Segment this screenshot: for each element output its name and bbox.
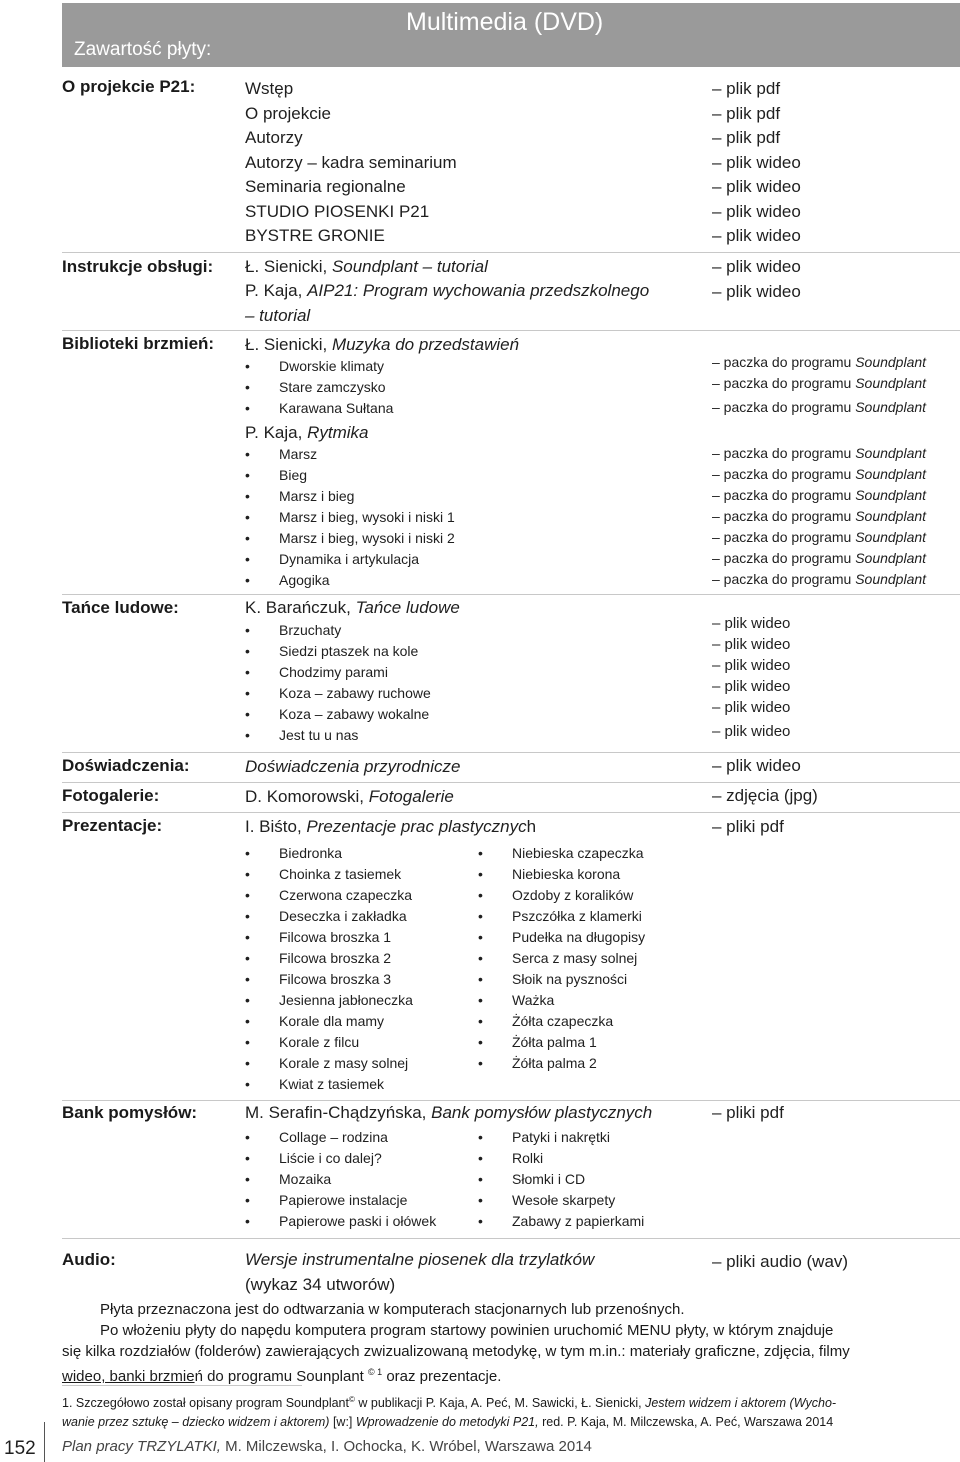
title: Soundplant – tutorial xyxy=(331,257,488,276)
paragraph-1: Płyta przeznaczona jest do odtwarzania w komputerach stacjonarnych lub przenośnych. xyxy=(100,1301,685,1318)
audio-note: (wykaz 34 utworów) xyxy=(245,1275,396,1294)
content-header xyxy=(62,3,960,67)
type-name: Soundplant xyxy=(855,445,927,461)
footer-divider xyxy=(44,1422,45,1462)
doswiadczenia-title: Doświadczenia przyrodnicze xyxy=(245,757,461,776)
section-label-prezentacje: Prezentacje: xyxy=(62,816,163,835)
list-item: • Pudełka na długopisy xyxy=(478,927,645,948)
list-item: • Ozdoby z koralików xyxy=(478,885,645,906)
file-type xyxy=(712,485,926,506)
biblioteki-group-2-list xyxy=(245,444,455,591)
list-item: • Mozaika xyxy=(245,1169,436,1190)
section-label-doswiadczenia: Doświadczenia: xyxy=(62,756,190,775)
paragraph-2-line-3 xyxy=(62,1362,501,1387)
paragraph-2-line-2: się kilka rozdziałów (folderów) zawierających zwizualizowaną metodykę, w tym m.in.: materiały graficzne, zdjęcia, filmy xyxy=(62,1343,850,1360)
underlined-text: wideo, banki brzmie xyxy=(62,1368,195,1385)
list-item: • Słomki i CD xyxy=(478,1169,644,1190)
list-item: • Korale z filcu xyxy=(245,1032,413,1053)
file-type xyxy=(712,506,926,527)
title: Bank pomysłów plastycznych xyxy=(431,1103,653,1122)
italic-text: wanie przez sztukę – dziecko widzem i aktorem) xyxy=(62,1415,330,1430)
title: Tańce ludowe xyxy=(355,598,460,617)
file-type: – plik wideo xyxy=(712,615,791,632)
type-prefix: – paczka do programu xyxy=(712,375,856,391)
file-type: – pliki pdf xyxy=(712,817,784,836)
footnote-rule xyxy=(62,1385,302,1386)
o-projekcie-item: Wstęp xyxy=(245,79,294,98)
file-type: – plik wideo xyxy=(712,152,801,172)
list-item: • Agogika xyxy=(245,570,455,591)
divider xyxy=(62,594,960,595)
author: D. Komorowski, xyxy=(245,787,369,806)
list-item: • Stare zamczysko xyxy=(245,377,393,398)
file-type: – pliki audio (wav) xyxy=(712,1252,849,1271)
list-item: • Biedronka xyxy=(245,843,413,864)
file-type: – plik pdf xyxy=(712,103,781,123)
section-label-tance: Tańce ludowe: xyxy=(62,598,179,617)
list-item: • Dynamika i artykulacja xyxy=(245,549,455,570)
list-item: • Marsz i bieg xyxy=(245,486,455,507)
file-type: – plik wideo xyxy=(712,657,791,674)
list-item: • Ważka xyxy=(478,990,645,1011)
footnote xyxy=(62,1390,960,1432)
section-label-fotogalerie: Fotogalerie: xyxy=(62,786,160,805)
type-name: Soundplant xyxy=(855,354,927,370)
bank-list-col-1 xyxy=(245,1127,436,1232)
author: Ł. Sienicki, xyxy=(245,335,332,354)
list-item: • Żółta czapeczka xyxy=(478,1011,645,1032)
section-label-biblioteki: Biblioteki brzmień: xyxy=(62,334,215,353)
file-type xyxy=(712,397,926,418)
list-item: • Liście i co dalej? xyxy=(245,1148,436,1169)
type-name: Soundplant xyxy=(855,550,927,566)
o-projekcie-item: Seminaria regionalne xyxy=(245,177,406,196)
list-item: • Marsz i bieg, wysoki i niski 2 xyxy=(245,528,455,549)
title: Prezentacje prac plastycznyc xyxy=(306,817,527,836)
instrukcje-item-1 xyxy=(245,255,488,279)
list-item: • Czerwona czapeczka xyxy=(245,885,413,906)
list-item: • Papierowe instalacje xyxy=(245,1190,436,1211)
file-type: – plik wideo xyxy=(712,257,801,276)
list-item: • Koza – zabawy ruchowe xyxy=(245,683,431,704)
section-label-bank: Bank pomysłów: xyxy=(62,1103,198,1122)
list-item: • Jest tu u nas xyxy=(245,725,431,746)
running-footer xyxy=(62,1438,592,1455)
file-type xyxy=(712,548,926,569)
list-item: • Zabawy z papierkami xyxy=(478,1211,644,1232)
list-item: • Niebieska czapeczka xyxy=(478,843,645,864)
header-subtitle: Zawartość płyty: xyxy=(74,39,212,60)
file-type xyxy=(712,373,926,394)
fotogalerie-heading xyxy=(245,785,454,809)
tance-list xyxy=(245,620,431,746)
author: M. Serafin-Chądzyńska, xyxy=(245,1103,432,1122)
instrukcje-item-2-cont: – tutorial xyxy=(245,306,311,325)
list-item: • Siedzi ptaszek na kole xyxy=(245,641,431,662)
file-type: – plik wideo xyxy=(712,678,791,695)
prezentacje-list-col-1 xyxy=(245,843,413,1095)
type-prefix: – paczka do programu xyxy=(712,466,856,482)
file-type: – plik wideo xyxy=(712,201,801,221)
type-prefix: – paczka do programu xyxy=(712,354,856,370)
author: Ł. Sienicki, xyxy=(245,257,332,276)
type-prefix: – paczka do programu xyxy=(712,508,856,524)
type-name: Soundplant xyxy=(855,571,927,587)
section-label-o-projekcie: O projekcie P21: xyxy=(62,77,196,96)
prezentacje-heading xyxy=(245,815,536,839)
section-label-instrukcje: Instrukcje obsługi: xyxy=(62,257,214,276)
title: Muzyka do przedstawień xyxy=(331,335,520,354)
type-name: Soundplant xyxy=(855,529,927,545)
list-item: • Korale z masy solnej xyxy=(245,1053,413,1074)
list-item: • Żółta palma 2 xyxy=(478,1053,645,1074)
instrukcje-item-2 xyxy=(245,279,649,303)
superscript: © 1 xyxy=(368,1367,383,1377)
prezentacje-list-col-2 xyxy=(478,843,645,1074)
file-type xyxy=(712,352,926,373)
list-item: • Słoik na pyszności xyxy=(478,969,645,990)
title: Fotogalerie xyxy=(368,787,454,806)
type-prefix: – paczka do programu xyxy=(712,529,856,545)
audio-title: Wersje instrumentalne piosenek dla trzylatków xyxy=(245,1250,595,1269)
o-projekcie-item: Autorzy xyxy=(245,128,303,147)
file-type: – zdjęcia (jpg) xyxy=(712,786,818,805)
list-item: • Karawana Sułtana xyxy=(245,398,393,419)
title: AIP21: Program wychowania przedszkolnego xyxy=(307,281,650,300)
file-type: – plik wideo xyxy=(712,282,801,301)
o-projekcie-item: BYSTRE GRONIE xyxy=(245,226,385,245)
file-type xyxy=(712,464,926,485)
list-item: • Koza – zabawy wokalne xyxy=(245,704,431,725)
list-item: • Filcowa broszka 3 xyxy=(245,969,413,990)
o-projekcie-item: Autorzy – kadra seminarium xyxy=(245,152,457,172)
list-item: • Jesienna jabłoneczka xyxy=(245,990,413,1011)
divider xyxy=(62,252,960,253)
author: P. Kaja, xyxy=(245,281,308,300)
header-title: Multimedia (DVD) xyxy=(406,8,604,36)
title: Rytmika xyxy=(307,423,369,442)
bank-list-col-2 xyxy=(478,1127,644,1232)
o-projekcie-item: STUDIO PIOSENKI P21 xyxy=(245,201,430,221)
biblioteki-group-1 xyxy=(245,333,519,357)
type-name: Soundplant xyxy=(855,487,927,503)
type-name: Soundplant xyxy=(855,466,927,482)
list-item: • Korale dla mamy xyxy=(245,1011,413,1032)
text: M. Milczewska, I. Ochocka, K. Wróbel, Warszawa 2014 xyxy=(220,1438,592,1455)
file-type: – plik pdf xyxy=(712,79,781,98)
list-item: • Kwiat z tasiemek xyxy=(245,1074,413,1095)
divider xyxy=(62,1238,960,1239)
type-name: Soundplant xyxy=(855,375,927,391)
file-type: – plik wideo xyxy=(712,756,801,775)
section-label-audio: Audio: xyxy=(62,1250,116,1269)
text: red. P. Kaja, M. Milczewska, A. Peć, Warszawa 2014 xyxy=(538,1415,834,1430)
list-item: • Filcowa broszka 2 xyxy=(245,948,413,969)
biblioteki-group-1-list xyxy=(245,356,393,419)
file-type: – plik wideo xyxy=(712,636,791,653)
tance-heading xyxy=(245,596,460,620)
superscript: © xyxy=(348,1395,355,1404)
type-prefix: – paczka do programu xyxy=(712,445,856,461)
italic-text: Jestem widzem i aktorem (Wycho- xyxy=(645,1396,837,1411)
text: [w:] xyxy=(329,1415,356,1430)
list-item: • Marsz xyxy=(245,444,455,465)
type-prefix: – paczka do programu xyxy=(712,550,856,566)
list-item: • Papierowe paski i ołówek xyxy=(245,1211,436,1232)
list-item: • Żółta palma 1 xyxy=(478,1032,645,1053)
file-type: – plik pdf xyxy=(712,128,781,147)
text: oraz prezentacje. xyxy=(382,1368,502,1385)
file-type: – plik wideo xyxy=(712,699,791,716)
file-type: – pliki pdf xyxy=(712,1103,784,1122)
list-item: • Brzuchaty xyxy=(245,620,431,641)
type-prefix: – paczka do programu xyxy=(712,399,856,415)
list-item: • Dworskie klimaty xyxy=(245,356,393,377)
list-item: • Deseczka i zakładka xyxy=(245,906,413,927)
list-item: • Serca z masy solnej xyxy=(478,948,645,969)
file-type xyxy=(712,443,926,464)
list-item: • Filcowa broszka 1 xyxy=(245,927,413,948)
author: I. Biśto, xyxy=(245,817,307,836)
bank-heading xyxy=(245,1101,652,1125)
divider xyxy=(62,752,960,753)
title-end: h xyxy=(526,817,537,836)
list-item: • Collage – rodzina xyxy=(245,1127,436,1148)
divider xyxy=(62,812,960,813)
type-prefix: – paczka do programu xyxy=(712,487,856,503)
type-prefix: – paczka do programu xyxy=(712,571,856,587)
list-item: • Patyki i nakrętki xyxy=(478,1127,644,1148)
text: w publikacji P. Kaja, A. Peć, M. Sawicki, Ł. Sienicki, xyxy=(354,1396,646,1411)
text: 1. Szczegółowo został opisany program Soundplant xyxy=(62,1396,349,1411)
divider xyxy=(62,330,960,331)
italic-text: Wprowadzenie do metodyki P21, xyxy=(355,1415,539,1430)
list-item: • Wesołe skarpety xyxy=(478,1190,644,1211)
list-item: • Bieg xyxy=(245,465,455,486)
biblioteki-group-2 xyxy=(245,421,368,445)
author: P. Kaja, xyxy=(245,423,308,442)
file-type xyxy=(712,527,926,548)
author: K. Barańczuk, xyxy=(245,598,356,617)
list-item: • Marsz i bieg, wysoki i niski 1 xyxy=(245,507,455,528)
type-name: Soundplant xyxy=(855,399,927,415)
list-item: • Chodzimy parami xyxy=(245,662,431,683)
list-item: • Niebieska korona xyxy=(478,864,645,885)
list-item: • Rolki xyxy=(478,1148,644,1169)
file-type: – plik wideo xyxy=(712,177,801,196)
page-number: 152 xyxy=(4,1438,36,1459)
file-type xyxy=(712,569,926,590)
file-type: – plik wideo xyxy=(712,723,791,740)
italic-text: Plan pracy TRZYLATKI, xyxy=(62,1438,221,1455)
paragraph-2-line-1: Po włożeniu płyty do napędu komputera program startowy powinien uruchomić MENU płyty, w którym znajduje xyxy=(100,1322,834,1339)
file-type: – plik wideo xyxy=(712,226,801,245)
type-name: Soundplant xyxy=(855,508,927,524)
text: ń do programu Sounplant xyxy=(194,1368,369,1385)
list-item: • Pszczółka z klamerki xyxy=(478,906,645,927)
o-projekcie-item: O projekcie xyxy=(245,103,331,123)
list-item: • Choinka z tasiemek xyxy=(245,864,413,885)
divider xyxy=(62,782,960,783)
